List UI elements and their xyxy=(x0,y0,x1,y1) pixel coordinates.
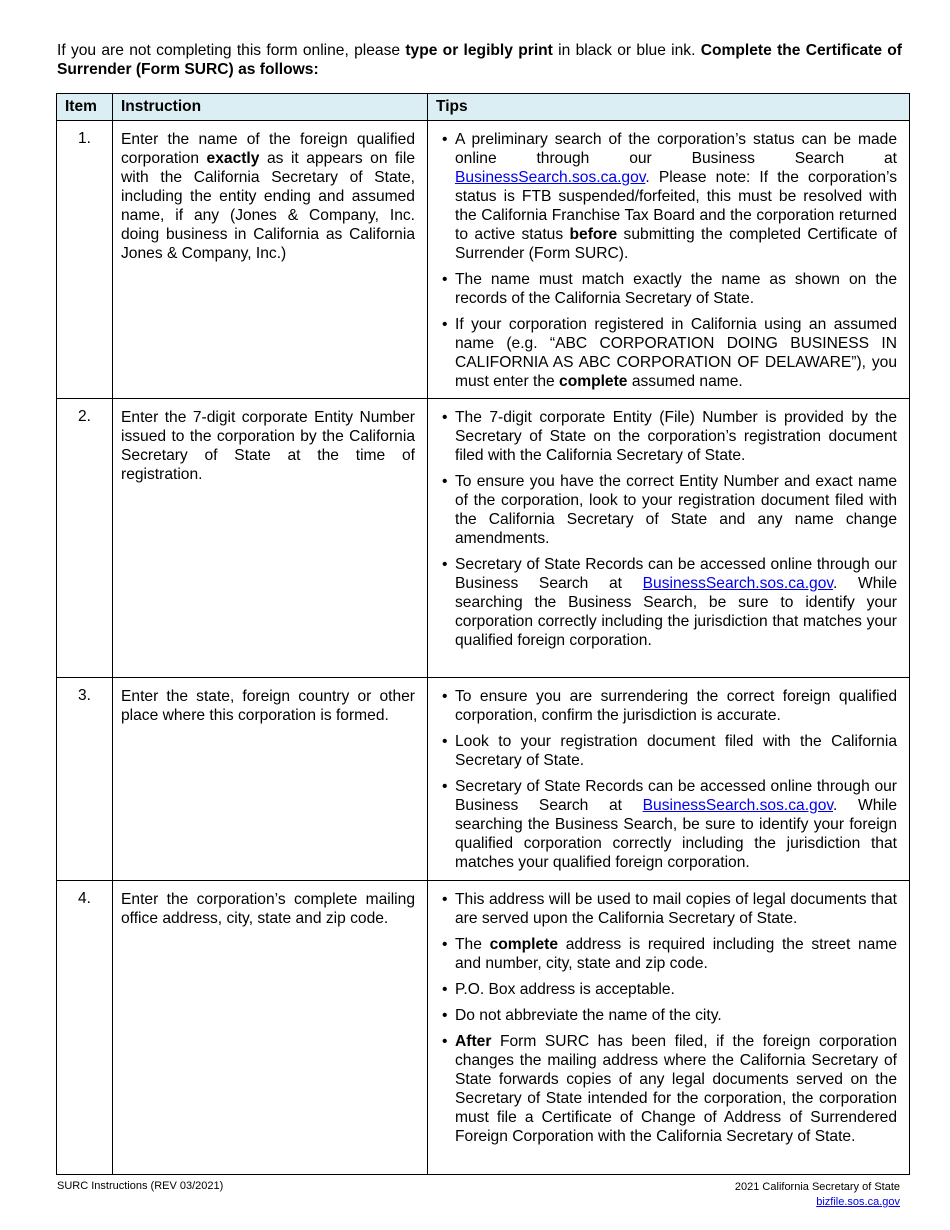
tip-item xyxy=(436,1006,897,1025)
tip-bold: before xyxy=(569,226,618,243)
intro-text: If you are not completing this form online, please xyxy=(57,42,406,59)
table-row xyxy=(57,121,910,399)
tip-text: Secretary of State Records can be accessed online through our Business Search at xyxy=(455,556,897,592)
tip-text: P.O. Box address is acceptable. xyxy=(455,981,675,998)
tip-text: Form SURC has been filed, if the foreign corporation changes the mailing address where the California Secretary of State forwards copies of any legal documents served on the Secretary of State intended for the corporation, the corporation must file a Certificate of Change of Address of Surrendered Foreign Corporation with the California Secretary of State. xyxy=(455,1033,897,1145)
tip-text: To ensure you have the correct Entity Number and exact name of the corporation, look to your registration document filed with the California Secretary of State and any name change amendments. xyxy=(455,473,897,547)
bullet-icon: • xyxy=(442,688,448,705)
tips-cell xyxy=(428,399,910,678)
tip-bold: After xyxy=(455,1033,492,1050)
instruction-cell xyxy=(113,121,428,399)
bullet-icon: • xyxy=(442,556,448,573)
bullet-icon: • xyxy=(442,1033,448,1050)
tip-text: . While searching the Business Search, be sure to identify your foreign qualified corporation correctly including the jurisdiction that matches your qualified foreign corporation. xyxy=(455,797,897,871)
tip-text: . While searching the Business Search, be sure to identify your corporation correctly including the jurisdiction that matches your qualified foreign corporation. xyxy=(455,575,897,649)
instruction-text: Enter the 7-digit corporate Entity Number issued to the corporation by the California Secretary of State at the time of registration. xyxy=(121,409,415,483)
bullet-icon: • xyxy=(442,981,448,998)
tip-text: The name must match exactly the name as shown on the records of the California Secretary of State. xyxy=(455,271,897,307)
instruction-text: as it appears on file with the California Secretary of State, including the entity ending and assumed name, if any (Jones & Company, Inc. doing business in California as California Jones & Company, Inc.) xyxy=(121,150,415,262)
table-row xyxy=(57,399,910,678)
tip-text: Secretary of State Records can be accessed online through our Business Search at xyxy=(455,778,897,814)
bullet-icon: • xyxy=(442,1007,448,1024)
tip-item xyxy=(436,777,897,872)
instruction-text: Enter the name of the foreign qualified corporation xyxy=(121,131,415,167)
instruction-cell xyxy=(113,678,428,881)
business-search-link[interactable]: BusinessSearch.sos.ca.gov xyxy=(455,169,646,186)
footer-revision: SURC Instructions (REV 03/2021) xyxy=(57,1180,224,1192)
tip-item xyxy=(436,555,897,650)
tip-text: If your corporation registered in California using an assumed name (e.g. “ABC CORPORATION DOING BUSINESS IN CALIFORNIA AS ABC CORPORATION OF DELAWARE”), you must enter the xyxy=(455,316,897,390)
tip-item xyxy=(436,408,897,465)
tip-text: Do not abbreviate the name of the city. xyxy=(455,1007,722,1024)
tip-text: assumed name. xyxy=(627,373,743,390)
intro-paragraph xyxy=(57,41,902,79)
bullet-icon: • xyxy=(442,316,448,333)
footer-right xyxy=(735,1180,900,1210)
footer-copyright: 2021 California Secretary of State xyxy=(734,1181,900,1193)
tip-item xyxy=(436,130,897,263)
tip-text: address is required including the street name and number, city, state and zip code. xyxy=(455,936,898,972)
instruction-cell xyxy=(113,399,428,678)
business-search-link[interactable]: BusinessSearch.sos.ca.gov xyxy=(642,797,834,814)
intro-text-ink: in black or blue ink. xyxy=(552,42,701,59)
tip-text: To ensure you are surrendering the correct foreign qualified corporation, confirm the jurisdiction is accurate. xyxy=(455,688,897,724)
intro-bold-complete: Complete the Certificate of Surrender (Form SURC) as follows: xyxy=(57,42,902,78)
bullet-icon: • xyxy=(442,409,448,426)
bullet-icon: • xyxy=(442,936,448,953)
tip-text: This address will be used to mail copies of legal documents that are served upon the California Secretary of State. xyxy=(455,891,897,927)
tips-cell xyxy=(428,121,910,399)
table-header-row xyxy=(57,94,910,121)
bullet-icon: • xyxy=(442,271,448,288)
header-instruction: Instruction xyxy=(113,94,428,121)
table-row xyxy=(57,678,910,881)
item-number: 1. xyxy=(57,121,113,399)
tip-item xyxy=(436,687,897,725)
item-number: 4. xyxy=(57,881,113,1175)
header-item: Item xyxy=(57,94,113,121)
item-number: 3. xyxy=(57,678,113,881)
tip-item xyxy=(436,935,897,973)
bullet-icon: • xyxy=(442,131,448,148)
bullet-icon: • xyxy=(442,473,448,490)
intro-bold-print: type or legibly print xyxy=(405,42,553,59)
tips-cell xyxy=(428,881,910,1175)
header-tips: Tips xyxy=(428,94,910,121)
instruction-cell xyxy=(113,881,428,1175)
tip-text: submitting the completed Certificate of Surrender (Form SURC). xyxy=(455,226,897,262)
tip-text: . Please note: If the corporation’s status is FTB suspended/forfeited, this must be resolved with the California Franchise Tax Board and the corporation returned to active status xyxy=(455,169,897,243)
tip-text: The 7-digit corporate Entity (File) Number is provided by the Secretary of State on the corporation’s registration document filed with the California Secretary of State. xyxy=(455,409,897,464)
tip-item xyxy=(436,472,897,548)
bullet-icon: • xyxy=(442,778,448,795)
tip-item xyxy=(436,315,897,391)
bizfile-link[interactable]: bizfile.sos.ca.gov xyxy=(816,1196,900,1208)
tip-bold: complete xyxy=(489,936,559,953)
tip-text: A preliminary search of the corporation’s status can be made online through our Business Search at xyxy=(455,131,897,167)
tip-item xyxy=(436,890,897,928)
instruction-text: Enter the corporation’s complete mailing office address, city, state and zip code. xyxy=(121,891,415,927)
tip-item xyxy=(436,980,897,999)
item-number: 2. xyxy=(57,399,113,678)
bullet-icon: • xyxy=(442,733,448,750)
table-row xyxy=(57,881,910,1175)
business-search-link[interactable]: BusinessSearch.sos.ca.gov xyxy=(642,575,834,592)
tip-item xyxy=(436,270,897,308)
tip-text: The xyxy=(455,936,490,953)
tips-cell xyxy=(428,678,910,881)
tip-item xyxy=(436,732,897,770)
tip-text: Look to your registration document filed with the California Secretary of State. xyxy=(455,733,897,769)
tip-item xyxy=(436,1032,897,1146)
tip-bold: complete xyxy=(559,373,628,390)
bullet-icon: • xyxy=(442,891,448,908)
instruction-bold: exactly xyxy=(206,150,260,167)
instructions-table xyxy=(56,93,910,1175)
instruction-text: Enter the state, foreign country or other place where this corporation is formed. xyxy=(121,688,415,724)
